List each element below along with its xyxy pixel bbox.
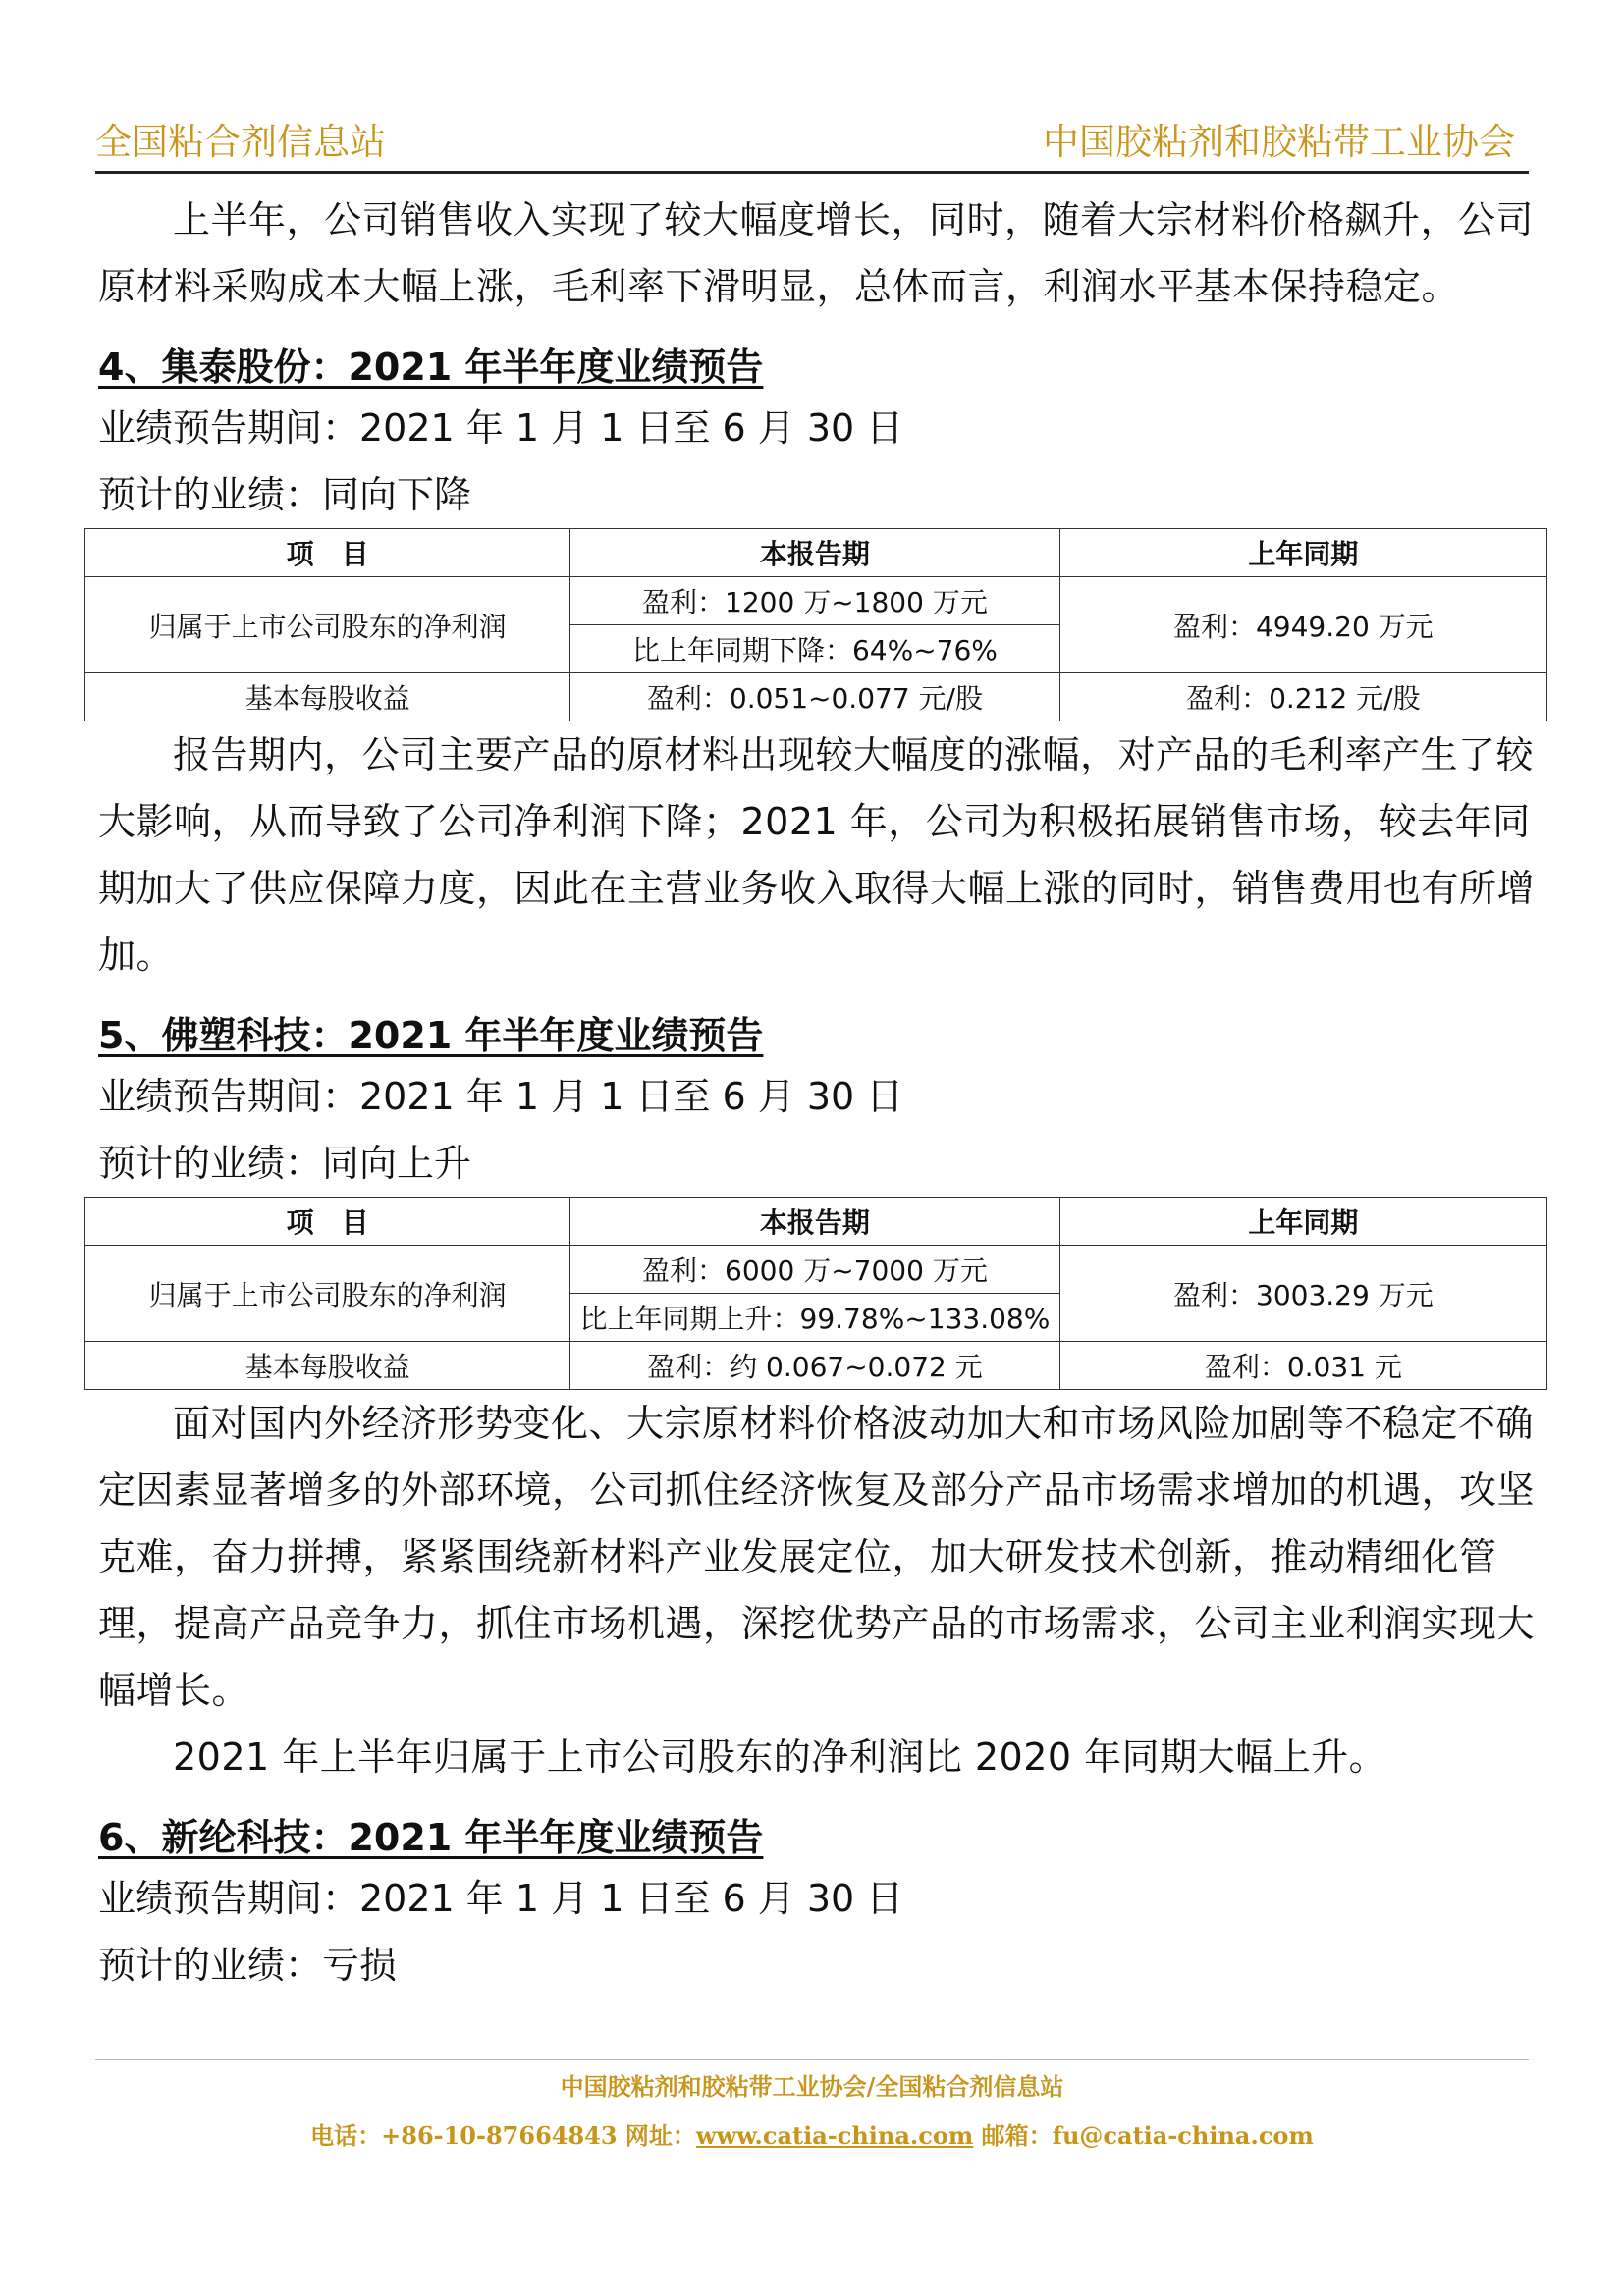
- section-5-paragraph-2: 2021 年上半年归属于上市公司股东的净利润比 2020 年同期大幅上升。: [173, 1735, 1387, 1779]
- section-4-period: 业绩预告期间：2021 年 1 月 1 日至 6 月 30 日: [98, 406, 904, 450]
- table-cell-current: 盈利：约 0.067~0.072 元: [570, 1342, 1060, 1390]
- footer-phone: 电话：+86-10-87664843 网址：: [310, 2121, 696, 2150]
- table-cell-label: 归属于上市公司股东的净利润: [85, 1246, 570, 1342]
- footer-email: 邮箱：fu@catia-china.com: [973, 2121, 1314, 2150]
- section-4-table: [84, 528, 1547, 721]
- table-cell-prior: 盈利：0.212 元/股: [1059, 673, 1546, 721]
- table-row: [85, 1342, 1547, 1390]
- table-header-current: 本报告期: [570, 529, 1059, 577]
- section-5-title: 5、佛塑科技：2021 年半年度业绩预告: [98, 1014, 764, 1057]
- table-header-item: 项 目: [85, 1198, 570, 1246]
- page-header: [95, 116, 1529, 169]
- table-cell-current: 盈利：0.051~0.077 元/股: [570, 673, 1059, 721]
- section-4-paragraph: 报告期内，公司主要产品的原材料出现较大幅度的涨幅，对产品的毛利率产生了较大影响，从而导致了公司净利润下降；2021 年，公司为积极拓展销售市场，较去年同期加大了供应保障力度，因此在主营业务收入取得大幅上涨的同时，销售费用也有所增加。: [98, 733, 1536, 977]
- footer-divider: [95, 2059, 1529, 2060]
- table-row: [85, 673, 1547, 721]
- footer-contact-line: [0, 2116, 1624, 2151]
- section-5-period: 业绩预告期间：2021 年 1 月 1 日至 6 月 30 日: [98, 1075, 904, 1118]
- intro-paragraph: 上半年，公司销售收入实现了较大幅度增长，同时，随着大宗材料价格飙升，公司原材料采购成本大幅上涨，毛利率下滑明显，总体而言，利润水平基本保持稳定。: [98, 198, 1535, 308]
- table-cell-current: 盈利：6000 万~7000 万元: [570, 1246, 1060, 1294]
- table-cell-current-change: 比上年同期上升：99.78%~133.08%: [570, 1294, 1060, 1342]
- table-cell-current-change: 比上年同期下降：64%~76%: [570, 625, 1059, 673]
- section-6-period: 业绩预告期间：2021 年 1 月 1 日至 6 月 30 日: [98, 1877, 904, 1920]
- section-5-forecast: 预计的业绩：同向上升: [98, 1142, 472, 1185]
- section-5-table: [84, 1197, 1547, 1390]
- table-header-item: 项 目: [85, 529, 570, 577]
- table-cell-prior: 盈利：3003.29 万元: [1059, 1246, 1546, 1342]
- header-divider: [95, 171, 1529, 174]
- section-6-title: 6、新纶科技：2021 年半年度业绩预告: [98, 1816, 764, 1859]
- table-cell-label: 基本每股收益: [85, 673, 570, 721]
- header-site-name: 全国粘合剂信息站: [95, 121, 386, 163]
- table-row: [85, 1246, 1547, 1294]
- section-6-forecast: 预计的业绩：亏损: [98, 1944, 398, 1987]
- section-4-title: 4、集泰股份：2021 年半年度业绩预告: [98, 346, 764, 389]
- table-cell-label: 基本每股收益: [85, 1342, 570, 1390]
- table-header-prior: 上年同期: [1059, 1198, 1546, 1246]
- section-5-paragraph-1: 面对国内外经济形势变化、大宗原材料价格波动加大和市场风险加剧等不稳定不确定因素显著增多的外部环境，公司抓住经济恢复及部分产品市场需求增加的机遇，攻坚克难，奋力拼搏，紧紧围绕新材料产业发展定位，加大研发技术创新，推动精细化管理，提高产品竞争力，抓住市场机遇，深挖优势产品的市场需求，公司主业利润实现大幅增长。: [98, 1402, 1536, 1712]
- table-cell-prior: 盈利：4949.20 万元: [1059, 577, 1546, 673]
- header-association-name: 中国胶粘剂和胶粘带工业协会: [1043, 121, 1515, 163]
- table-row: [85, 577, 1547, 625]
- table-cell-label: 归属于上市公司股东的净利润: [85, 577, 570, 673]
- table-header-prior: 上年同期: [1059, 529, 1546, 577]
- document-body: [98, 187, 1542, 1999]
- footer-website-link[interactable]: www.catia-china.com: [695, 2121, 974, 2150]
- table-cell-current: 盈利：1200 万~1800 万元: [570, 577, 1059, 625]
- section-4-forecast: 预计的业绩：同向下降: [98, 473, 472, 516]
- table-header-row: [85, 1198, 1547, 1246]
- footer-org-line: 中国胶粘剂和胶粘带工业协会/全国粘合剂信息站: [560, 2072, 1064, 2101]
- table-header-current: 本报告期: [570, 1198, 1060, 1246]
- table-header-row: [85, 529, 1547, 577]
- table-cell-prior: 盈利：0.031 元: [1059, 1342, 1546, 1390]
